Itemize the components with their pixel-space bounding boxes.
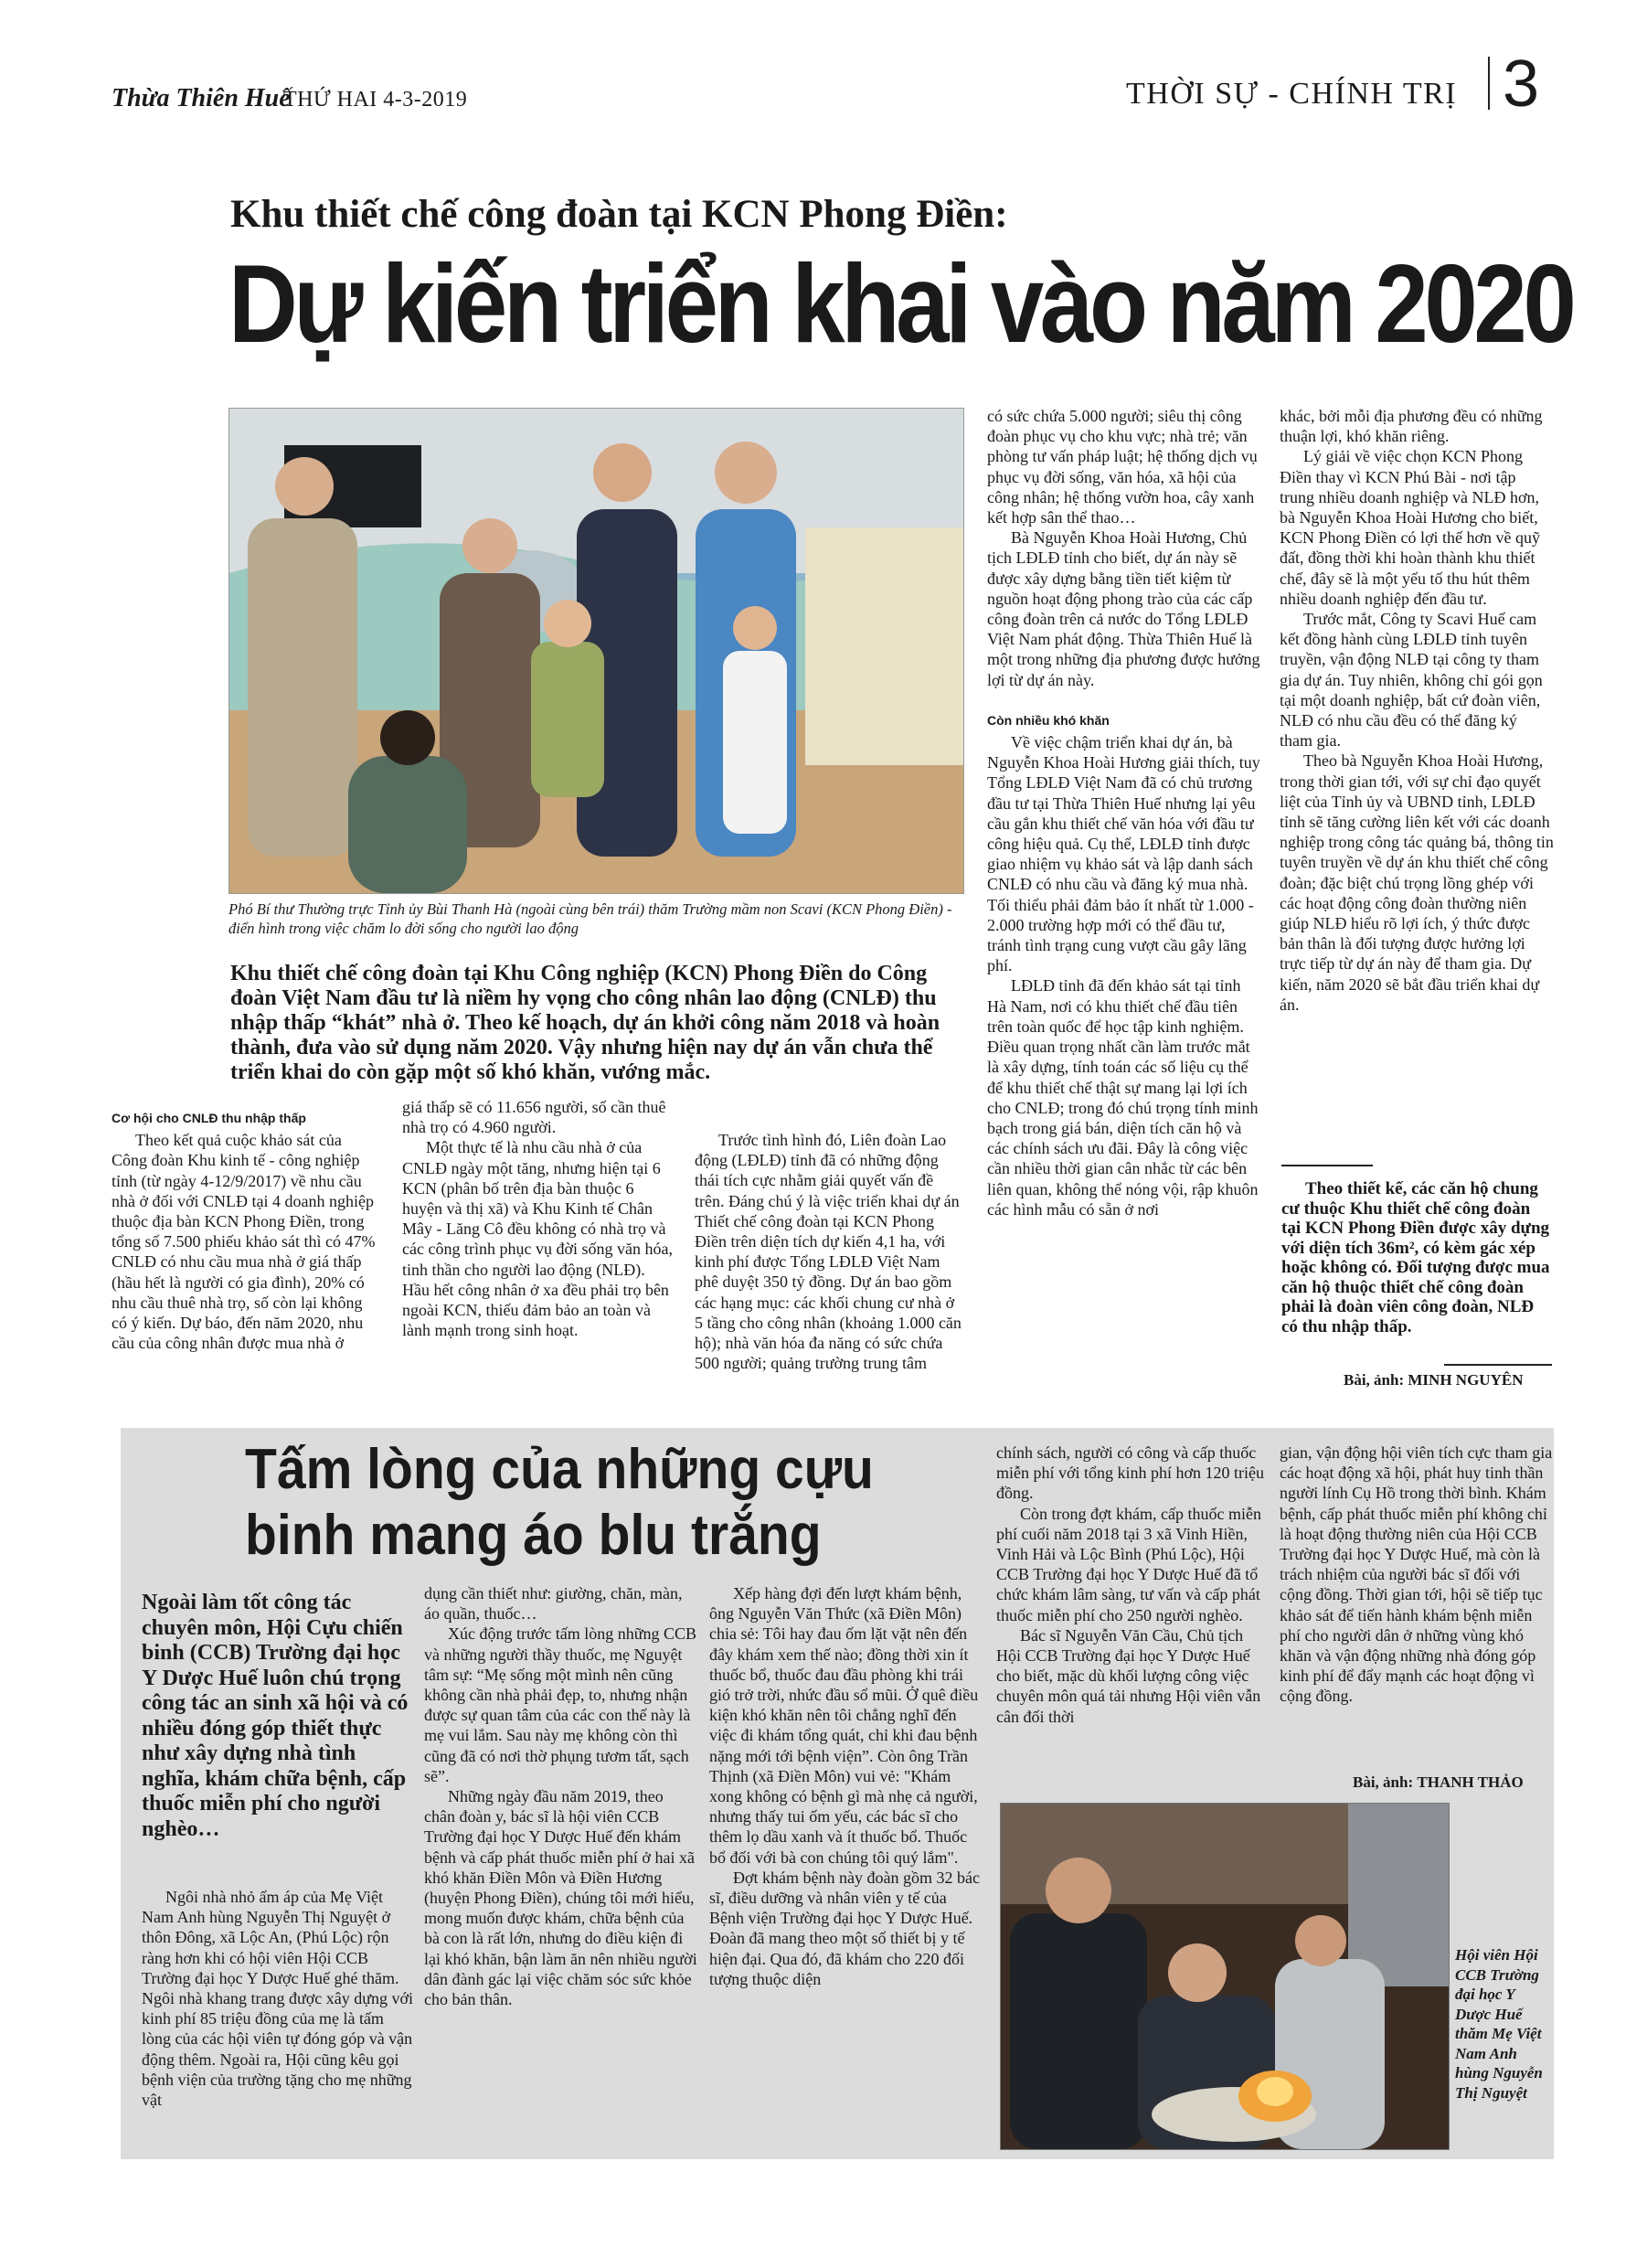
paragraph: LĐLĐ tỉnh đã đến khảo sát tại tỉnh Hà Nam, nơi có khu thiết chế đầu tiên trên toàn quốc để học tập kinh nghiệm. Điều quan trọng nhất cần làm trước mắt là xây dựng, tính toán các số liệu cụ thể để khu thiết chế thật sự mang lại lợi ích cho CNLĐ; trong đó chú trọng tính minh bạch trong giá bán, diện tích căn hộ và các chính sách ưu đãi. Đây là công việc cần nhiều thời gian cân nhắc từ các bên liên quan, không thể nóng vội, rập khuôn các hình mẫu có sẵn ở nơi <box>987 976 1259 1219</box>
article2-column-4 <box>996 1443 1270 1727</box>
subhead-difficulties: Còn nhiều khó khăn <box>987 712 1110 728</box>
issue-date: THỨ HAI 4-3-2019 <box>283 88 468 112</box>
paragraph: Xếp hàng đợi đến lượt khám bệnh, ông Nguyễn Văn Thức (xã Điền Môn) chia sẻ: Tôi hay đau ốm lặt vặt nên đến đây khám xem thế nào; đồng thời xin ít thuốc bổ, thuốc đau đầu phòng khi trái gió trở trời, nhức đầu sổ mũi. Ở quê điều kiện khó khăn nên tôi chẳng nghĩ đến việc đi khám tổng quát, chỉ khi đau bệnh nặng mới tới bệnh viện”. Còn ông Trần Thịnh (xã Điền Môn) vui vẻ: "Khám xong không có bệnh gì mà nhẹ cả người, nhưng thấy tui ốm yếu, các bác sĩ cho thêm lọ dầu xanh và ít thuốc bổ. Thuốc bổ đối với bà con chúng tôi quý lắm". <box>709 1584 979 1867</box>
paragraph: Theo kết quả cuộc khảo sát của Công đoàn Khu kinh tế - công nghiệp tỉnh (từ ngày 4-12/9/2017) về nhu cầu nhà ở đối với CNLĐ tại 4 doanh nghiệp thuộc địa bàn KCN Phong Điền, trong tổng số 7.500 phiếu khảo sát thì có 47% CNLĐ có nhu cầu mua nhà ở giá thấp (hầu hết là người có gia đình), 20% có nhu cầu thuê nhà trọ, số còn lại không có ý kiến. Dự báo, đến năm 2020, nhu cầu của công nhân được mua nhà ở <box>112 1131 376 1353</box>
byline-author: THANH THẢO <box>1417 1773 1524 1791</box>
section-title: THỜI SỰ - CHÍNH TRỊ <box>1126 77 1458 111</box>
paragraph: Lý giải về việc chọn KCN Phong Điền thay vì KCN Phú Bài - nơi tập trung nhiều doanh nghiệp và NLĐ hơn, bà Nguyễn Khoa Hoài Hương cho biết, KCN Phong Điền có lợi thế hơn về quỹ đất, đồng thời khi hoàn thành khu thiết chế, đây sẽ là một yếu tố thu hút thêm nhiều doanh nghiệp đến đầu tư. <box>1280 447 1541 608</box>
article1-kicker: Khu thiết chế công đoàn tại KCN Phong Điền: <box>230 193 1008 236</box>
paragraph: Đợt khám bệnh này đoàn gồm 32 bác sĩ, điều dưỡng và nhân viên y tế của Bệnh viện Trường đại học Y Dược Huế. Đoàn đã mang theo một số thiết bị y tế hiện đại. Qua đó, đã khám cho 220 đối tượng thuộc diện <box>709 1868 980 1988</box>
article1-column-3 <box>695 1130 965 1373</box>
paragraph: Xúc động trước tấm lòng những CCB và những người thầy thuốc, mẹ Nguyệt tâm sự: “Mẹ sống một mình nên cũng không cần nhà phải đẹp, to, nhưng nhận được sự quan tâm của các con thế này là mẹ vui lắm. Sau này mẹ không còn thì cũng đã có nơi thờ phụng tươm tất, sạch sẽ”. <box>424 1624 697 1785</box>
paragraph: Trước tình hình đó, Liên đoàn Lao động (LĐLĐ) tỉnh đã có những động thái tích cực nhằm giải quyết vấn đề trên. Đáng chú ý là việc triển khai dự án Thiết chế công đoàn tại KCN Phong Điền trên diện tích dự kiến 4,1 ha, với kinh phí được Tổng LĐLĐ Việt Nam phê duyệt 350 tỷ đồng. Dự án bao gồm các hạng mục: các khối chung cư nhà ở 5 tầng cho công nhân (khoảng 1.000 căn hộ); nhà văn hóa đa năng có sức chứa 500 người; quảng trường trung tâm <box>695 1131 962 1373</box>
paragraph: có sức chứa 5.000 người; siêu thị công đoàn phục vụ cho khu vực; nhà trẻ; văn phòng tư vấn pháp luật; hệ thống dịch vụ phục vụ đời sống, văn hóa, xã hội của công nhân; hệ thống vườn hoa, cây xanh kết hợp sân thể thao… <box>987 407 1258 527</box>
newspaper-name: Thừa Thiên Huế <box>112 84 291 112</box>
article2-byline <box>1353 1773 1524 1792</box>
byline-author: MINH NGUYÊN <box>1408 1371 1524 1389</box>
article2-photo-caption: Hội viên Hội CCB Trường đại học Y Dược Huế thăm Mẹ Việt Nam Anh hùng Nguyễn Thị Nguyệt <box>1455 1946 1543 2102</box>
paragraph: Bác sĩ Nguyễn Văn Cầu, Chủ tịch Hội CCB Trường đại học Y Dược Huế cho biết, mặc dù khối lượng công việc chuyên môn quá tải nhưng Hội viên vẫn cân đối thời <box>996 1625 1261 1726</box>
paragraph: Bà Nguyễn Khoa Hoài Hương, Chủ tịch LĐLĐ tỉnh cho biết, dự án này sẽ được xây dựng bằng tiền tiết kiệm từ nguồn hoạt động phong trào của các cấp công đoàn trên cả nước do Tổng LĐLĐ Việt Nam phát động. Thừa Thiên Huế là một trong những địa phương được hưởng lợi từ dự án này. <box>987 528 1260 689</box>
article2-column-5 <box>1280 1443 1554 1707</box>
paragraph: Về việc chậm triển khai dự án, bà Nguyễn Khoa Hoài Hương giải thích, tuy Tổng LĐLĐ Việt Nam đã có chủ trương đầu tư tại Thừa Thiên Huế nhưng lại yêu cầu gắn khu thiết chế văn hóa với đầu tư công hiệu quả. Cụ thể, LĐLĐ tỉnh được giao nhiệm vụ khảo sát và lập danh sách CNLĐ có nhu cầu và đăng ký mua nhà. Tối thiểu phải đảm bảo ít nhất từ 1.000 - 2.000 trường hợp mới có thể đầu tư, tránh tình trạng cung vượt cầu gây lãng phí. <box>987 733 1260 975</box>
quote-rule <box>1281 1165 1373 1166</box>
quote-rule <box>1444 1364 1552 1366</box>
article1-photo <box>228 408 964 894</box>
paragraph: giá thấp sẽ có 11.656 người, số cần thuê nhà trọ có 4.960 người. <box>402 1098 666 1137</box>
article2-column-3 <box>709 1583 983 1989</box>
paragraph: Một thực tế là nhu cầu nhà ở của CNLĐ ngày một tăng, nhưng hiện tại 6 KCN (phân bố trên địa bàn thuộc 6 huyện và thị xã) và Khu Kinh tế Chân Mây - Lăng Cô đều không có nhà trọ và các công trình phục vụ đời sống văn hóa, tinh thần cho người lao động (NLĐ). Hầu hết công nhân ở xa đều phải trọ bên ngoài KCN, thiếu đảm bảo an toàn và lành mạnh trong sinh hoạt. <box>402 1138 673 1340</box>
article1-headline: Dự kiến triển khai vào năm 2020 <box>228 241 1573 366</box>
paragraph: Còn trong đợt khám, cấp thuốc miễn phí cuối năm 2018 tại 3 xã Vinh Hiền, Vinh Hải và Lộc Bình (Phú Lộc), Hội CCB Trường đại học Y Dược Huế đã tổ chức khám lâm sàng, tư vấn và cấp phát thuốc miễn phí cho 250 người nghèo. <box>996 1504 1261 1624</box>
paragraph: Trước mắt, Công ty Scavi Huế cam kết đồng hành cùng LĐLĐ tỉnh tuyên truyền, vận động NLĐ tại công ty tham gia dự án. Tuy nhiên, không chỉ gói gọn tại một doanh nghiệp, bất cứ đoàn viên, NLĐ có nhu cầu đều có thể đăng ký tham gia. <box>1280 610 1543 751</box>
byline-label: Bài, ảnh: <box>1344 1371 1405 1389</box>
subhead-opportunity: Cơ hội cho CNLĐ thu nhập thấp <box>112 1111 306 1125</box>
article2-headline: Tấm lòng của những cựu binh mang áo blu trắng <box>245 1438 874 1567</box>
page-number: 3 <box>1503 48 1540 121</box>
header-divider <box>1488 57 1490 110</box>
paragraph: khác, bởi mỗi địa phương đều có những thuận lợi, khó khăn riêng. <box>1280 407 1543 446</box>
article1-column-5 <box>1280 406 1554 1015</box>
article1-column-1 <box>112 1102 377 1353</box>
article2-lead: Ngoài làm tốt công tác chuyên môn, Hội Cựu chiến binh (CCB) Trường đại học Y Dược Huế luôn chú trọng công tác an sinh xã hội và có nhiều đóng góp thiết thực như xây dựng nhà tình nghĩa, khám chữa bệnh, cấp thuốc miễn phí cho người nghèo… <box>142 1591 409 1841</box>
byline-label: Bài, ảnh: <box>1353 1773 1414 1791</box>
article1-lead: Khu thiết chế công đoàn tại Khu Công nghiệp (KCN) Phong Điền do Công đoàn Việt Nam đầu tư là niềm hy vọng cho công nhân lao động (CNLĐ) thu nhập thấp “khát” nhà ở. Theo kế hoạch, dự án khởi công năm 2018 và hoàn thành, đưa vào sử dụng năm 2020. Vậy nhưng hiện nay dự án vẫn chưa thể triển khai do còn gặp một số khó khăn, vướng mắc. <box>230 962 940 1084</box>
paragraph: chính sách, người có công và cấp thuốc miễn phí với tổng kinh phí hơn 120 triệu đồng. <box>996 1443 1265 1503</box>
article1-column-4 <box>987 406 1261 1219</box>
paragraph: Theo bà Nguyễn Khoa Hoài Hương, trong thời gian tới, với sự chỉ đạo quyết liệt của Tỉnh ủy và UBND tỉnh, LĐLĐ tỉnh sẽ tăng cường liên kết với các doanh nghiệp trong công tác quảng bá, thông tin tuyên truyền về dự án khu thiết chế công đoàn; đặc biệt chú trọng lồng ghép với các hoạt động công đoàn thường niên giúp NLĐ hiểu rõ lợi ích, ý thức được bản thân là đối tượng được hưởng lợi trực tiếp từ dự án này để tham gia. Dự kiến, năm 2020 sẽ bắt đầu triển khai dự án. <box>1280 751 1554 1014</box>
article2-photo <box>1000 1803 1450 2150</box>
paragraph: Những ngày đầu năm 2019, theo chân đoàn y, bác sĩ là hội viên CCB Trường đại học Y Dược Huế đến khám bệnh và cấp phát thuốc miễn phí ở hai xã khó khăn Điền Môn và Điền Hương (huyện Phong Điền), chúng tôi mới hiểu, mong muốn được khám, chữa bệnh của bà con là rất lớn, nhưng do điều kiện đi lại khó khăn, bận làm ăn nên nhiều người dân đành gác lại việc chăm sóc sức khỏe cho bản thân. <box>424 1787 697 2009</box>
article1-photo-caption: Phó Bí thư Thường trực Tỉnh ủy Bùi Thanh Hà (ngoài cùng bên trái) thăm Trường mầm non Scavi (KCN Phong Điền) - điển hình trong việc chăm lo đời sống cho người lao động <box>228 900 952 937</box>
paragraph: gian, vận động hội viên tích cực tham gia các hoạt động xã hội, phát huy tinh thần người lính Cụ Hồ trong thời bình. Khám bệnh, cấp phát thuốc miễn phí không chỉ là hoạt động thường niên của Hội CCB Trường đại học Y Dược Huế, mà còn là trách nhiệm của người bác sĩ đối với cộng đồng. Thời gian tới, hội sẽ tiếp tục khảo sát để tiến hành khám bệnh miễn phí cho người dân ở những vùng khó khăn và vận động những nhà đóng góp kinh phí để đẩy mạnh các hoạt động vì cộng đồng. <box>1280 1443 1553 1706</box>
article1-pullquote: Theo thiết kế, các căn hộ chung cư thuộc Khu thiết chế công đoàn tại KCN Phong Điền được xây dựng với diện tích 36m², có kèm gác xép hoặc không có. Đối tượng được mua căn hộ thuộc thiết chế công đoàn phải là đoàn viên công đoàn, NLĐ có thu nhập thấp. <box>1281 1179 1550 1336</box>
kindergarten-visit-illustration <box>229 409 963 893</box>
veterans-visit-illustration <box>1001 1804 1449 2149</box>
article1-column-2 <box>402 1097 673 1340</box>
article2-column-1 <box>142 1887 416 2110</box>
article1-byline <box>1344 1371 1523 1390</box>
article2-column-2 <box>424 1583 698 2009</box>
paragraph: Ngôi nhà nhỏ ấm áp của Mẹ Việt Nam Anh hùng Nguyễn Thị Nguyệt ở thôn Đông, xã Lộc An, (Phú Lộc) rộn ràng hơn khi có hội viên Hội CCB Trường đại học Y Dược Huế ghé thăm. Ngôi nhà khang trang được xây dựng với kinh phí 85 triệu đồng của mẹ là tấm lòng của các hội viên tự đóng góp và vận động thêm. Ngoài ra, Hội cũng kêu gọi bệnh viện của trường tặng cho mẹ những vật <box>142 1888 413 2110</box>
paragraph: dụng cần thiết như: giường, chăn, màn, áo quần, thuốc… <box>424 1584 683 1624</box>
